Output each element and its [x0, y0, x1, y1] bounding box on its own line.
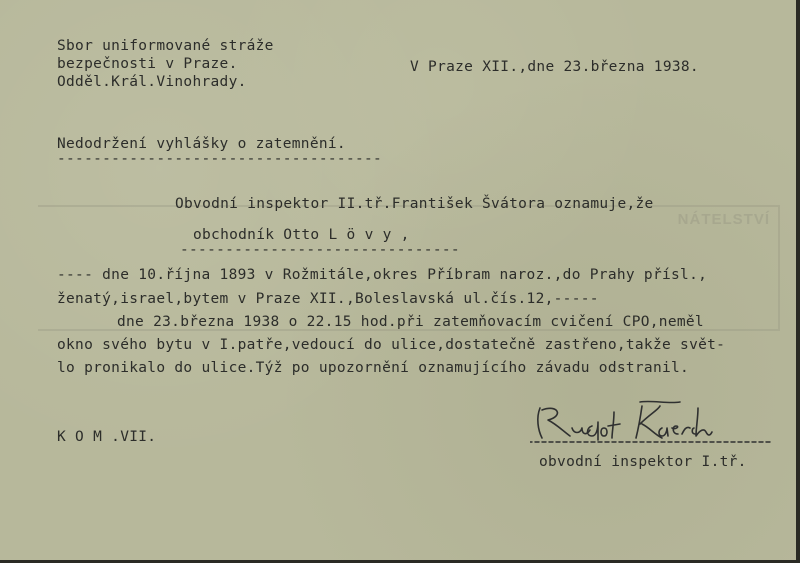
signer-title: obvodní inspektor I.tř.: [539, 454, 747, 470]
accused-underline: -------------------------------: [180, 242, 460, 258]
org-line-3: Odděl.Král.Vinohrady.: [57, 74, 247, 90]
body-line-3: dne 23.března 1938 o 22.15 hod.při zatemňovacím cvičení CPO,neměl: [117, 314, 704, 330]
place-date: V Praze XII.,dne 23.března 1938.: [410, 59, 699, 75]
body-line-5: lo pronikalo do ulice.Týž po upozornění oznamujícího závadu odstranil.: [57, 360, 690, 376]
handwritten-signature: [530, 398, 780, 450]
reference-code: K O M .VII.: [57, 429, 157, 445]
accused-line: obchodník Otto L ö v y ,: [193, 227, 410, 243]
org-line-2: bezpečnosti v Praze.: [57, 56, 238, 72]
body-line-4: okno svého bytu v I.patře,vedoucí do ulice,dostatečně zastřeno,takže svět-: [57, 337, 726, 353]
org-line-1: Sbor uniformované stráže: [57, 38, 274, 54]
subject-underline: ------------------------------------: [57, 151, 383, 167]
body-line-1: ---- dne 10.října 1893 v Rožmitále,okres Příbram naroz.,do Prahy přísl.,: [57, 267, 708, 283]
faded-stamp-text: NÁTELSTVÍ: [677, 211, 770, 228]
subject-title: Nedodržení vyhlášky o zatemnění.: [57, 136, 346, 152]
body-line-2: ženatý,israel,bytem v Praze XII.,Boleslavská ul.čís.12,-----: [57, 291, 599, 307]
intro-line: Obvodní inspektor II.tř.František Švátora oznamuje,že: [175, 196, 654, 212]
